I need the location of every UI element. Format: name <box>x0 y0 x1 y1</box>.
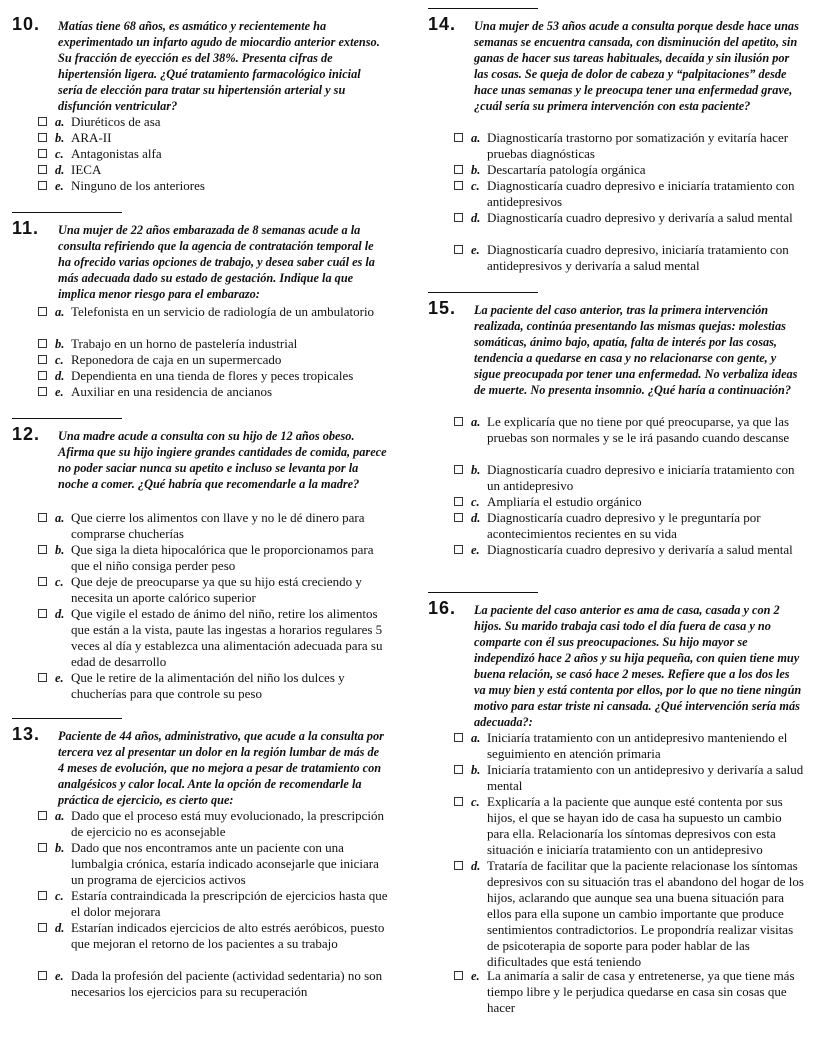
divider <box>428 592 538 593</box>
divider <box>428 292 538 293</box>
question-stem: Paciente de 44 años, administrativo, que acude a la consulta por tercera vez al presentar un dolor en la región lumbar de más de 4 meses de evolución, que no mejora a pesar de tratamiento con analgésicos y calor local. Ante la opción de recomendarle la práctica de ejercicio, es cierto que: <box>58 729 384 807</box>
checkbox[interactable] <box>38 149 47 158</box>
checkbox[interactable] <box>38 577 47 586</box>
checkbox[interactable] <box>454 765 463 774</box>
checkbox[interactable] <box>454 165 463 174</box>
checkbox[interactable] <box>38 811 47 820</box>
question-stem: Una madre acude a consulta con su hijo de 12 años obeso. Afirma que su hijo ingiere grandes cantidades de comida, parece no poder saciar nunca su apetito e incluso se levanta por la noche a comer. ¿Qué habría que recomendarle a la madre? <box>58 429 387 491</box>
checkbox[interactable] <box>454 971 463 980</box>
checkbox[interactable] <box>38 843 47 852</box>
checkbox[interactable] <box>454 465 463 474</box>
checkbox[interactable] <box>454 213 463 222</box>
question-number: 14. <box>428 14 457 34</box>
question-number: 15. <box>428 298 457 318</box>
checkbox[interactable] <box>454 245 463 254</box>
checkbox[interactable] <box>454 733 463 742</box>
checkbox[interactable] <box>38 545 47 554</box>
checkbox[interactable] <box>38 513 47 522</box>
checkbox[interactable] <box>454 797 463 806</box>
checkbox[interactable] <box>38 133 47 142</box>
checkbox[interactable] <box>454 545 463 554</box>
divider <box>12 212 122 213</box>
checkbox[interactable] <box>38 387 47 396</box>
checkbox[interactable] <box>38 609 47 618</box>
checkbox[interactable] <box>454 497 463 506</box>
checkbox[interactable] <box>38 307 47 316</box>
question-stem: La paciente del caso anterior es ama de casa, casada y con 2 hijos. Su marido trabaja casi todo el día fuera de casa y no comparte con él sus preocupaciones. Su hijo mayor se independizó hace 2 años y su hija pequeña, con quien tiene muy buena relación, se casó hace 2 meses. Refiere que a los dos les va muy bien y está contenta por ellos, por lo que no tiene ningún motivo para estar triste ni cansada. ¿Qué intervención sería más adecuada?: <box>474 603 802 729</box>
checkbox[interactable] <box>38 673 47 682</box>
checkbox[interactable] <box>454 417 463 426</box>
question-number: 10. <box>12 14 41 34</box>
question-number: 12. <box>12 424 41 444</box>
divider <box>12 418 122 419</box>
question-stem: La paciente del caso anterior, tras la primera intervención realizada, continúa presentando las mismas quejas: molestias somáticas, ánimo bajo, apatía, falta de interés por las cosas, tendencia a quedarse en casa y no relacionarse con gente, y sigue preocupada por tener una enfermedad. No verbaliza ideas de muerte. No presenta insomnio. ¿Qué haría a continuación? <box>474 303 798 397</box>
divider <box>428 8 538 9</box>
checkbox[interactable] <box>454 181 463 190</box>
checkbox[interactable] <box>38 923 47 932</box>
checkbox[interactable] <box>38 355 47 364</box>
question-stem: Matías tiene 68 años, es asmático y recientemente ha experimentado un infarto agudo de miocardio anterior extenso. Su fracción de eyección es del 38%. Presenta cifras de hipertensión ligera. ¿Qué tratamiento farmacológico inicial sería de elección para tratar su hipertensión arterial y su disfunción ventricular? <box>58 19 380 113</box>
checkbox[interactable] <box>38 971 47 980</box>
question-number: 16. <box>428 598 457 618</box>
checkbox[interactable] <box>38 117 47 126</box>
divider <box>12 718 122 719</box>
checkbox[interactable] <box>454 861 463 870</box>
checkbox[interactable] <box>454 513 463 522</box>
checkbox[interactable] <box>38 181 47 190</box>
question-stem: Una mujer de 22 años embarazada de 8 semanas acude a la consulta refiriendo que la agencia de contratación temporal le ha ofrecido varias opciones de trabajo, y desea saber cuál es la más adecuada dado su estado de gestación. Indique la que implica menor riesgo para el embarazo: <box>58 223 375 301</box>
checkbox[interactable] <box>38 165 47 174</box>
question-stem: Una mujer de 53 años acude a consulta porque desde hace unas semanas se encuentra cansada, con disminución del apetito, sin ganas de hacer sus tareas habituales, decaída y sin ilusión por las cosas. Se queja de dolor de cabeza y “palpitaciones” desde hace unas semanas y le preocupa tener una enfermedad grave, ¿cuál sería su primera intervención con esta paciente? <box>474 19 799 113</box>
checkbox[interactable] <box>38 371 47 380</box>
checkbox[interactable] <box>454 133 463 142</box>
question-number: 11. <box>12 218 40 238</box>
checkbox[interactable] <box>38 891 47 900</box>
question-number: 13. <box>12 724 41 744</box>
checkbox[interactable] <box>38 339 47 348</box>
